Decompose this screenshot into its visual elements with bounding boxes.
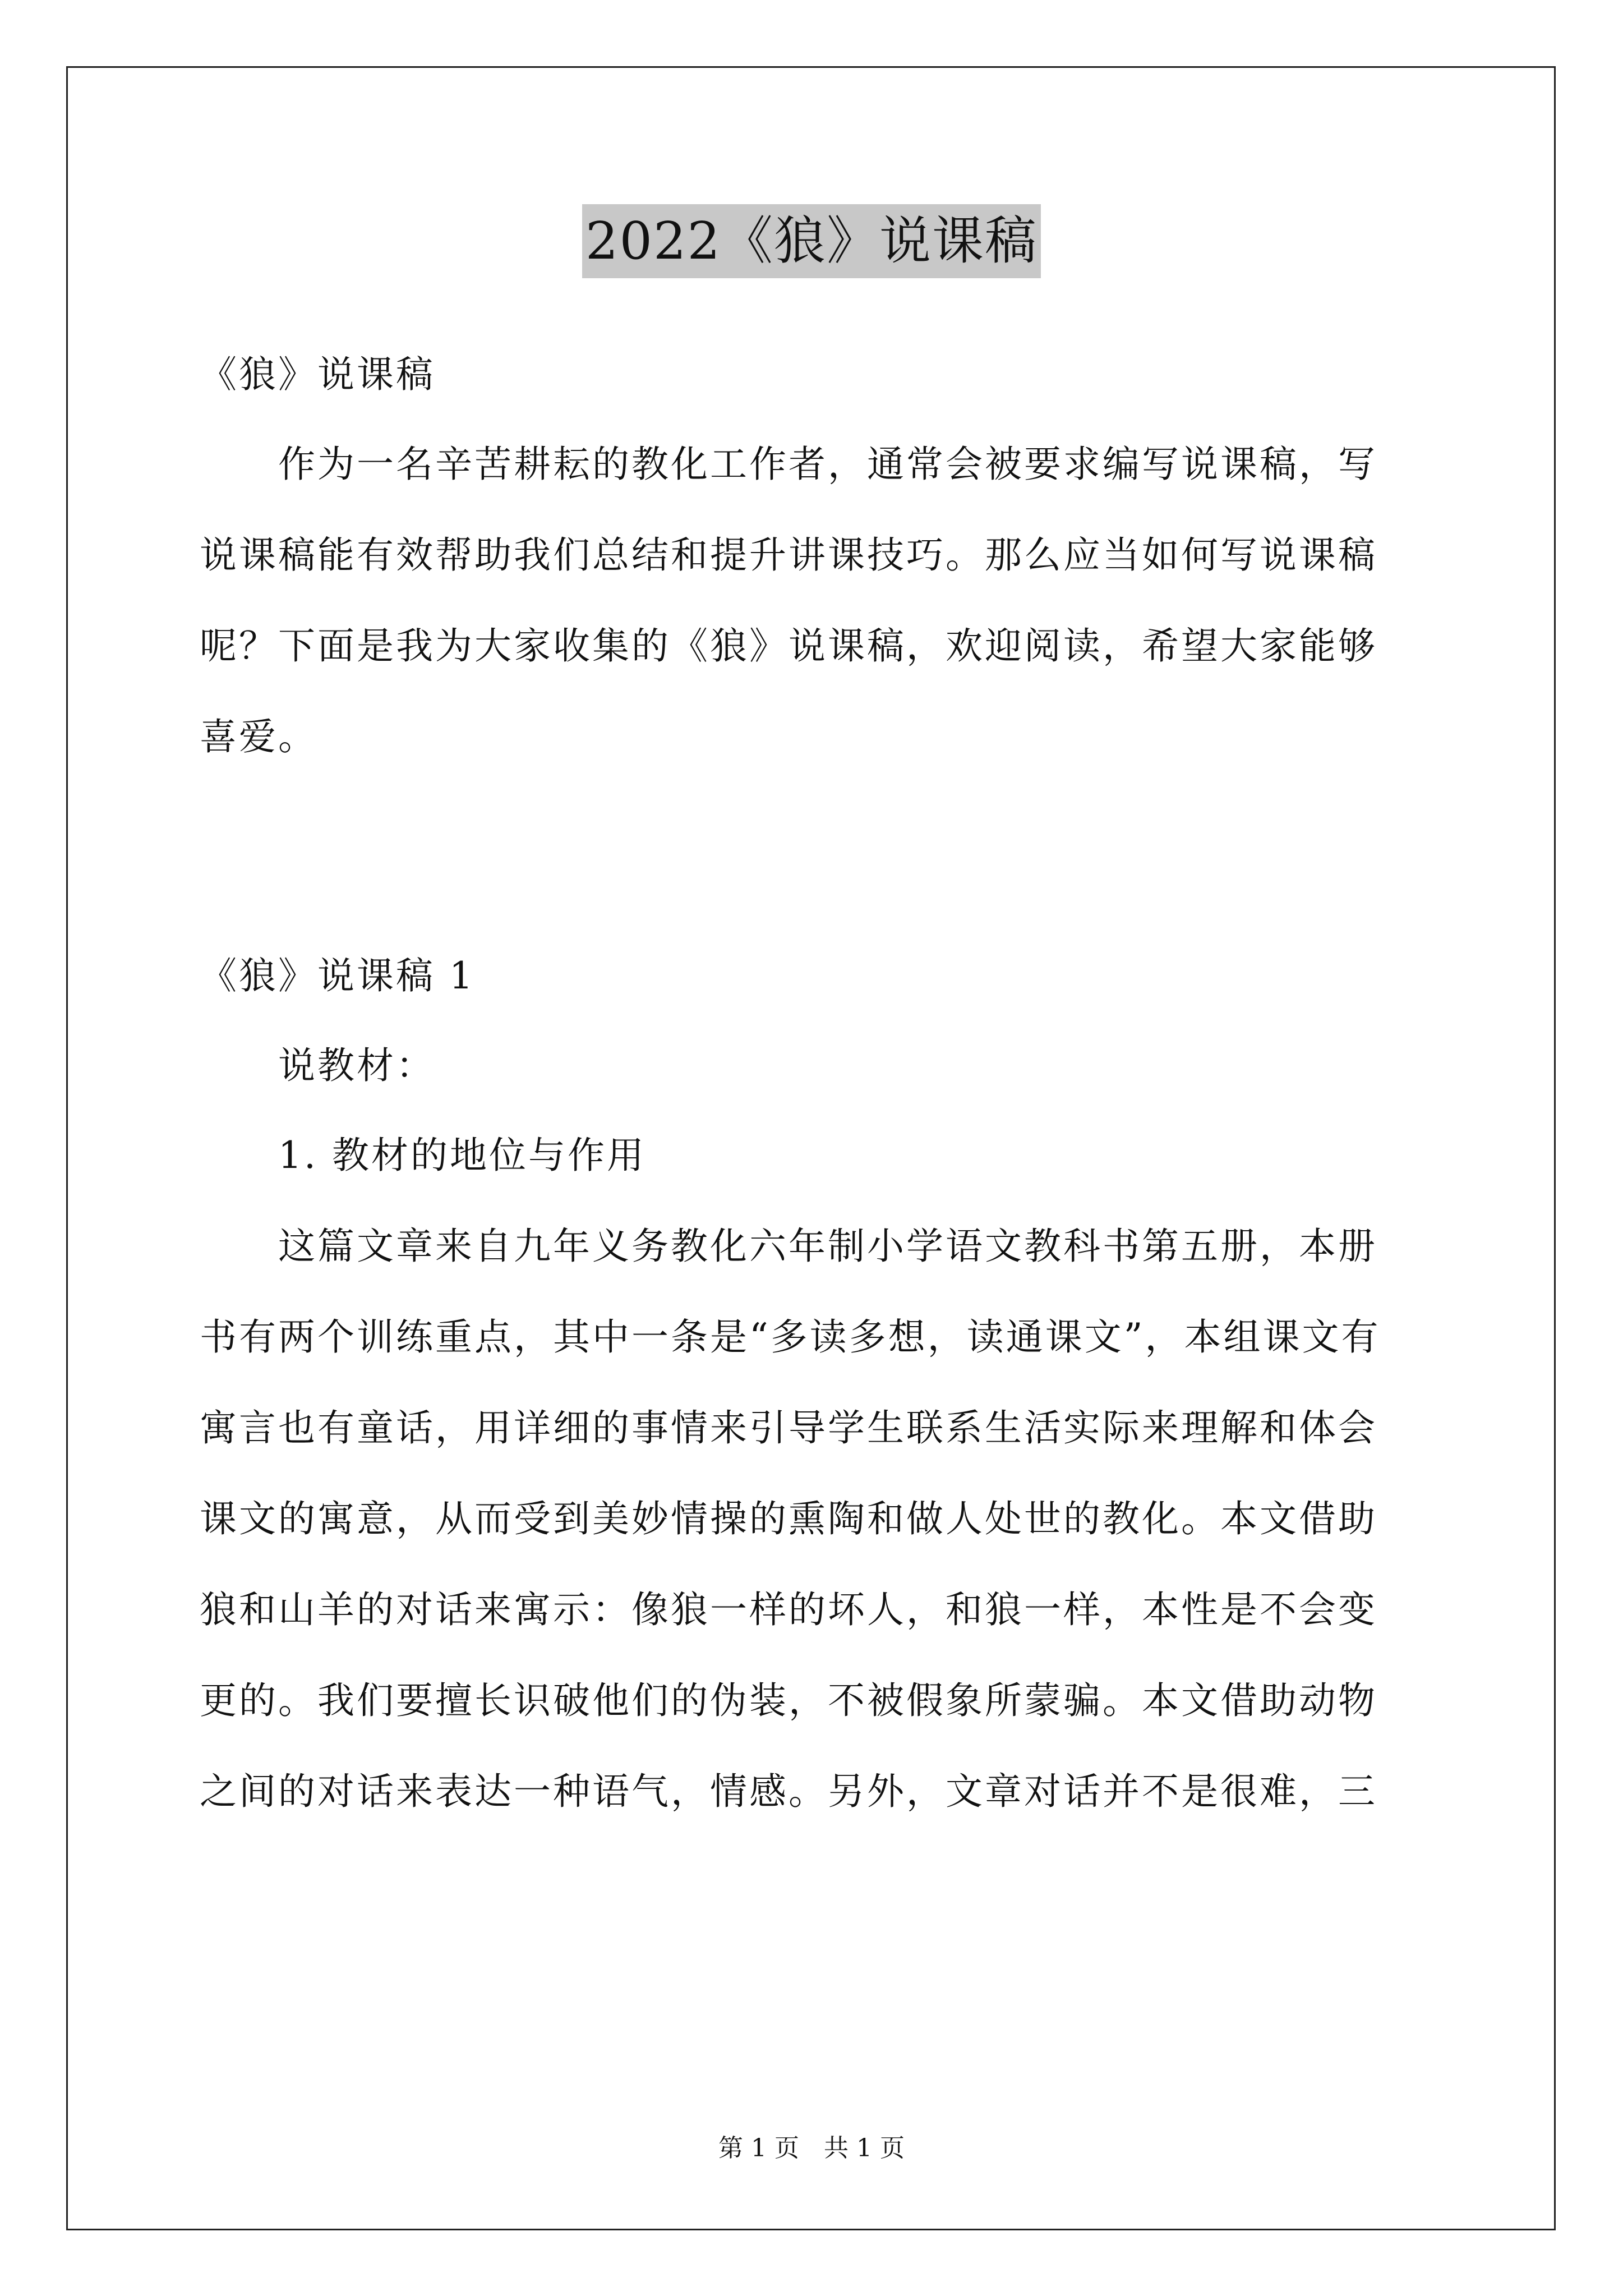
body-line-3: 寓言也有童话，用详细的事情来引导学生联系生活实际来理解和体会 <box>200 1406 1377 1450</box>
section-heading: 说教材： <box>278 1044 435 1087</box>
sub-heading: 1. 教材的地位与作用 <box>278 1134 646 1177</box>
page-footer: 第 1 页 共 1 页 <box>718 2134 905 2162</box>
body-line-5: 狼和山羊的对话来寓示：像狼一样的坏人，和狼一样，本性是不会变 <box>200 1588 1377 1631</box>
document-title: 2022《狼》说课稿 <box>582 204 1041 278</box>
body-line-1: 这篇文章来自九年义务教化六年制小学语文教科书第五册，本册 <box>278 1225 1377 1268</box>
intro-line-4: 喜爱。 <box>200 715 317 758</box>
intro-line-2: 说课稿能有效帮助我们总结和提升讲课技巧。那么应当如何写说课稿 <box>200 533 1377 577</box>
intro-line-1: 作为一名辛苦耕耘的教化工作者，通常会被要求编写说课稿，写 <box>278 443 1377 486</box>
body-line-7: 之间的对话来表达一种语气，情感。另外，文章对话并不是很难，三 <box>200 1770 1377 1813</box>
intro-line-3: 呢？下面是我为大家收集的《狼》说课稿，欢迎阅读，希望大家能够 <box>200 624 1377 668</box>
document-subtitle: 《狼》说课稿 <box>200 353 435 396</box>
body-line-4: 课文的寓意，从而受到美妙情操的熏陶和做人处世的教化。本文借助 <box>200 1497 1377 1540</box>
title-container <box>0 204 1623 278</box>
section-title: 《狼》说课稿 1 <box>200 954 475 997</box>
body-line-6: 更的。我们要擅长识破他们的伪装，不被假象所蒙骗。本文借助动物 <box>200 1679 1377 1722</box>
body-line-2: 书有两个训练重点，其中一条是“多读多想，读通课文”，本组课文有 <box>200 1315 1381 1359</box>
